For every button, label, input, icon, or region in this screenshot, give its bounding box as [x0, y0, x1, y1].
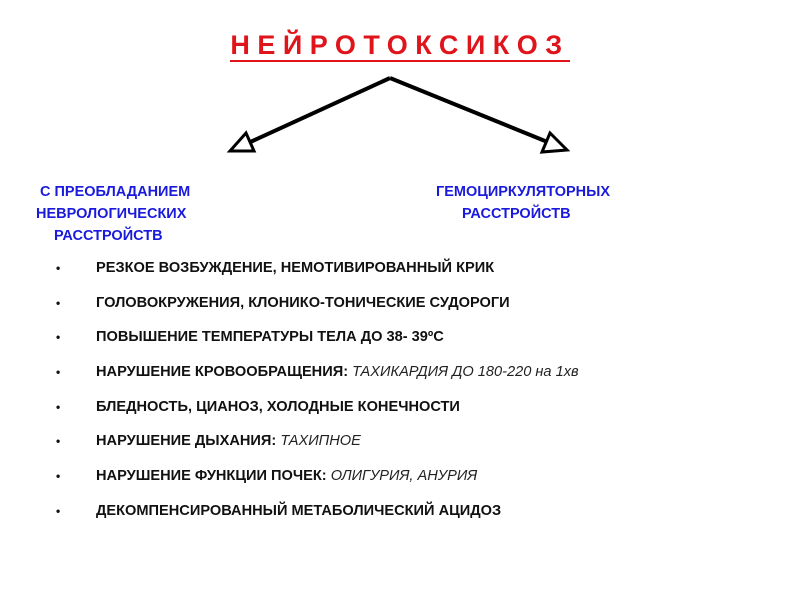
symptom-item: [56, 466, 579, 501]
symptom-item: [56, 327, 579, 362]
symptom-main: НАРУШЕНИЕ КРОВООБРАЩЕНИЯ: [96, 364, 344, 381]
branch-neurological-line: С ПРЕОБЛАДАНИЕМ: [40, 184, 191, 200]
bullet-icon: •: [56, 295, 61, 310]
bullet-icon: •: [56, 434, 61, 449]
bullet-icon: •: [56, 261, 61, 275]
branch-hemocirculatory: [436, 181, 610, 225]
branch-hemocirculatory-line: ГЕМОЦИРКУЛЯТОРНЫХ: [436, 184, 610, 200]
right-arrow-line: [390, 78, 550, 143]
symptom-main: РЕЗКОЕ ВОЗБУЖДЕНИЕ, НЕМОТИВИРОВАННЫЙ КРИК: [96, 260, 495, 276]
symptom-main: ПОВЫШЕНИЕ ТЕМПЕРАТУРЫ ТЕЛА ДО 38- 39ºС: [96, 329, 444, 346]
symptom-item: [56, 501, 579, 536]
bullet-icon: •: [56, 399, 61, 414]
symptom-detail: ТАХИКАРДИЯ ДО 180-220 на 1хв: [352, 364, 579, 381]
symptom-detail: ОЛИГУРИЯ, АНУРИЯ: [330, 468, 478, 485]
symptom-item: [56, 362, 579, 397]
symptom-item: [56, 258, 579, 293]
bullet-icon: •: [56, 503, 61, 518]
slide-title-text: НЕЙРОТОКСИКОЗ: [230, 30, 570, 60]
symptom-main: ДЕКОМПЕНСИРОВАННЫЙ МЕТАБОЛИЧЕСКИЙ АЦИДОЗ: [96, 502, 502, 519]
branch-neurological-line: РАССТРОЙСТВ: [54, 228, 163, 244]
symptom-list: [56, 258, 579, 536]
bullet-icon: •: [56, 330, 61, 345]
symptom-separator: :: [271, 433, 281, 450]
left-arrowhead: [230, 133, 254, 151]
bullet-icon: •: [56, 469, 61, 484]
bullet-icon: •: [56, 365, 61, 380]
branch-neurological: [36, 181, 190, 247]
symptom-item: [56, 397, 579, 432]
symptom-main: БЛЕДНОСТЬ, ЦИАНОЗ, ХОЛОДНЫЕ КОНЕЧНОСТИ: [96, 398, 460, 415]
symptom-separator: :: [343, 364, 353, 381]
branch-hemocirculatory-line: РАССТРОЙСТВ: [462, 206, 571, 222]
symptom-item: [56, 293, 579, 328]
symptom-main: НАРУШЕНИЕ ФУНКЦИИ ПОЧЕК: [96, 468, 322, 485]
branch-neurological-line: НЕВРОЛОГИЧЕСКИХ: [36, 206, 187, 222]
symptom-main: ГОЛОВОКРУЖЕНИЯ, КЛОНИКО-ТОНИЧЕСКИЕ СУДОРОГИ: [96, 294, 510, 311]
symptom-main: НАРУШЕНИЕ ДЫХАНИЯ: [96, 433, 272, 450]
symptom-item: [56, 431, 579, 466]
symptom-separator: :: [321, 468, 331, 485]
symptom-detail: ТАХИПНОЕ: [280, 433, 361, 450]
right-arrowhead: [542, 133, 567, 152]
left-arrow-line: [246, 78, 390, 144]
